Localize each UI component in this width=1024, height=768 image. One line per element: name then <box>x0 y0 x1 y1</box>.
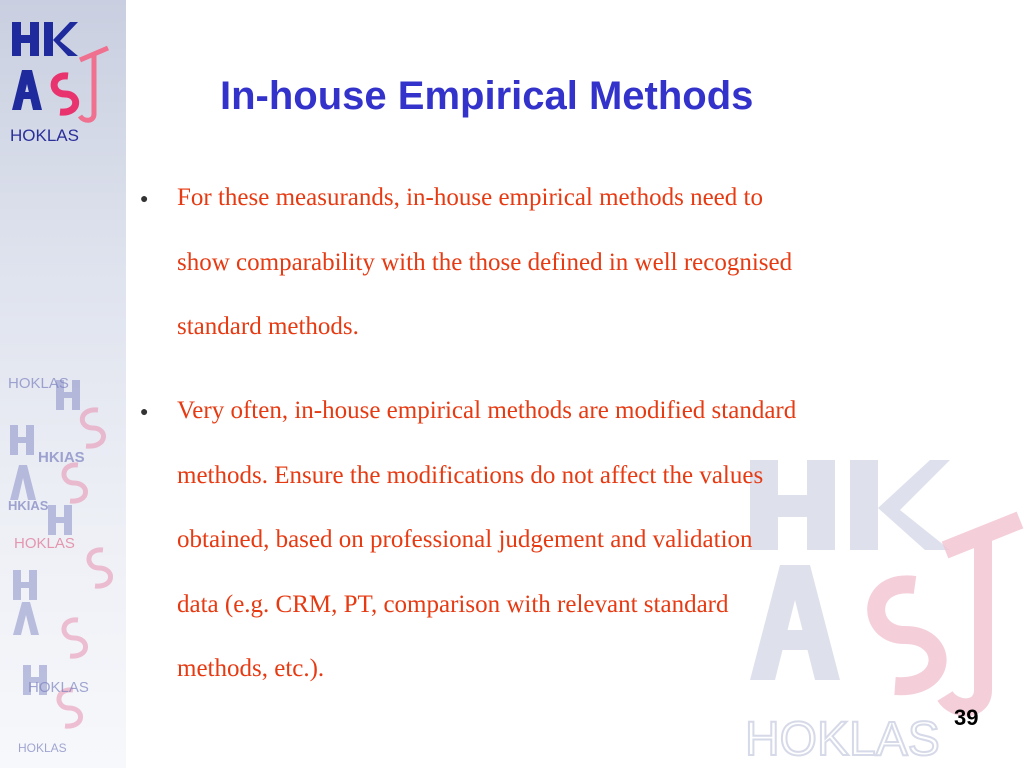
svg-text:HKIAS: HKIAS <box>8 498 49 513</box>
bullet-2-line: Very often, in-house empirical methods are modified standard <box>177 397 797 424</box>
svg-text:HOKLAS: HOKLAS <box>745 713 940 766</box>
bullet-1-line: standard methods. <box>177 313 359 340</box>
svg-text:HOKLAS: HOKLAS <box>28 679 89 696</box>
svg-text:HOKLAS: HOKLAS <box>18 741 67 755</box>
hoklas-logo-caption: HOKLAS <box>10 126 79 145</box>
page-number: 39 <box>954 705 979 730</box>
bullet-marker: ● <box>140 192 149 207</box>
bullet-1-line: For these measurands, in-house empirical methods need to <box>177 184 763 211</box>
slide-title: In-house Empirical Methods <box>220 74 754 118</box>
sidebar-watermark-logos <box>8 370 123 760</box>
bullet-2-line: data (e.g. CRM, PT, comparison with relevant standard <box>177 590 729 618</box>
bullet-marker: ● <box>140 405 149 420</box>
bullet-1-line: show comparability with the those defined in well recognised <box>177 248 793 276</box>
svg-text:HOKLAS: HOKLAS <box>14 535 75 552</box>
bullet-2-line: obtained, based on professional judgement and validation <box>177 526 753 553</box>
bullet-2-line: methods. Ensure the modifications do not affect the values <box>177 461 764 489</box>
bullet-text-1 <box>177 166 977 360</box>
svg-text:HKIAS: HKIAS <box>38 449 85 466</box>
sidebar-decoration <box>0 0 126 768</box>
bullet-text-2 <box>177 379 977 702</box>
svg-text:HOKLAS: HOKLAS <box>8 375 69 392</box>
bullet-2-line: methods, etc.). <box>177 655 325 682</box>
